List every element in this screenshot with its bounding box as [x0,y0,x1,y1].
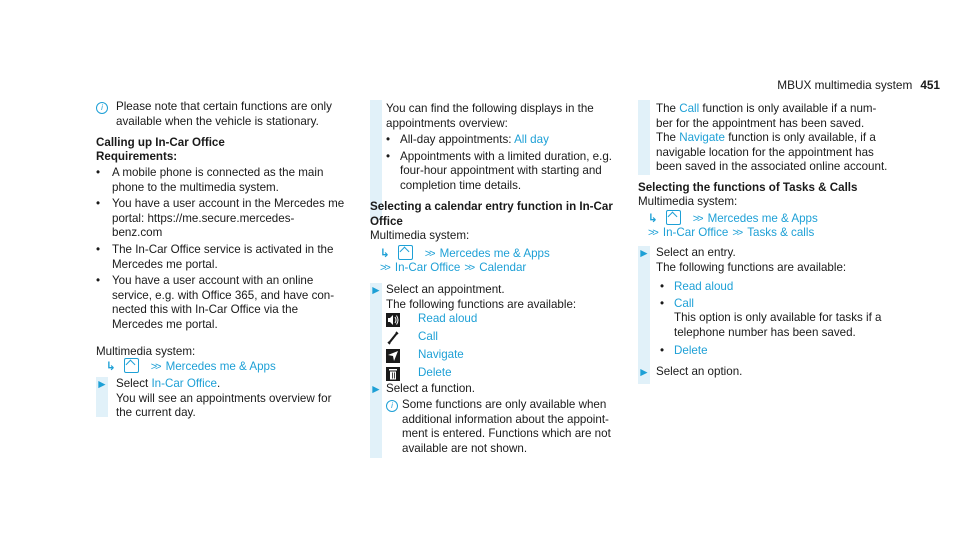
step-arrow-icon: ► [96,377,108,391]
nav-arrow-icon: ↳ [106,360,116,373]
step: Select an entry. The following functions are available: [656,246,847,274]
page-header [770,78,940,93]
list-item: • A mobile phone is connected as the main phone to the multimedia system. [96,166,324,194]
nav-calendar[interactable]: Calendar [479,261,527,274]
nav-path [648,210,818,227]
section-heading: Calling up In-Car Office [96,136,225,149]
step-arrow-icon: ► [370,382,382,396]
chevron-icon: >> [732,227,742,239]
step: Select In-Car Office. You will see an appointments overview for the current day. [116,377,332,420]
function-read-aloud[interactable]: Read aloud [674,280,734,293]
chevron-icon: >> [150,361,160,373]
nav-path-2 [648,226,814,241]
step: Select a function. [386,382,475,395]
section-heading: Selecting a calendar entry function in In-Car Office [370,200,613,228]
nav-path-2 [380,261,526,276]
page-number: 451 [920,78,940,92]
step-bar [638,246,650,384]
navigate-icon [386,349,400,363]
nav-in-car-office[interactable]: In-Car Office [394,261,461,274]
requirements-list [96,166,361,333]
multimedia-label: Multimedia system: [638,195,738,208]
step-bar [638,100,650,175]
list-item: • You have a user account with an online service, e.g. with Office 365, and have con- nected this with In-Car Office via the Mercedes me portal. [96,274,335,331]
nav-mercedes-me[interactable]: Mercedes me & Apps [439,247,550,260]
step-bar [370,283,382,458]
nav-tasks-calls[interactable]: Tasks & calls [747,226,815,239]
function-navigate[interactable]: Navigate [418,348,464,361]
chevron-icon: >> [648,227,657,239]
note: Some functions are only available when additional information about the appoint- ment is entered. Functions which are not available are not shown. [402,398,611,455]
intro: You can find the following displays in the appointments overview: [386,102,594,130]
nav-path [380,245,550,262]
phone-icon [386,331,400,345]
chevron-icon: >> [692,213,702,225]
function-call[interactable]: Call [418,330,438,343]
step-arrow-icon: ► [638,365,650,379]
nav-mercedes-me[interactable]: Mercedes me & Apps [707,212,818,225]
step: Select an option. [656,365,743,378]
nav-in-car-office[interactable]: In-Car Office [662,226,729,239]
speaker-icon [386,313,400,327]
step-arrow-icon: ► [370,283,382,297]
list-item: • Delete [660,344,930,359]
nav-arrow-icon: ↳ [648,212,658,225]
list-item: • Appointments with a limited duration, e.g. four-hour appointment with starting and completion time details. [386,149,613,192]
nav-path [106,358,276,375]
list-item: • The In-Car Office service is activated in the Mercedes me portal. [96,242,334,271]
multimedia-label: Multimedia system: [96,345,196,358]
link-in-car-office[interactable]: In-Car Office [151,377,217,390]
section-heading: Selecting the functions of Tasks & Calls [638,181,858,194]
note: Please note that certain functions are only available when the vehicle is stationary. [116,100,332,128]
list-item: • Call This option is only available for tasks if a telephone number has been saved. [660,297,930,341]
function-delete[interactable]: Delete [418,366,452,379]
display-list [386,133,636,193]
info-icon: i [96,102,108,114]
nav-mercedes-me[interactable]: Mercedes me & Apps [165,360,276,373]
trash-icon [386,367,400,381]
function-list [660,280,930,359]
step: Select an appointment. The following functions are available: [386,283,577,311]
function-call[interactable]: Call [674,296,694,310]
header-title: MBUX multimedia system [777,78,913,92]
list-item: • All-day appointments: All day [386,133,549,146]
step-arrow-icon: ► [638,246,650,260]
home-icon [666,210,681,225]
chevron-icon: >> [424,248,434,260]
chevron-icon: >> [464,262,474,274]
info-icon: i [386,400,398,412]
call-label: Call [679,102,700,115]
chevron-icon: >> [380,262,389,274]
navigate-label: Navigate [679,131,725,145]
list-item: • You have a user account in the Mercedes me portal: https://me.secure.mercedes- benz.com [96,197,345,240]
function-read-aloud[interactable]: Read aloud [418,312,478,325]
requirements-heading: Requirements: [96,150,178,163]
function-delete[interactable]: Delete [674,344,708,358]
list-item: • Read aloud [660,280,930,295]
all-day-label: All day [514,133,549,146]
home-icon [398,245,413,260]
nav-arrow-icon: ↳ [380,247,390,260]
multimedia-label: Multimedia system: [370,229,470,242]
call-note: The Call function is only available if a num- ber for the appointment has been saved. The Navigate function is only available, if a navigable location for the appointment has been saved in the associated online account. [656,102,888,174]
home-icon [124,358,139,373]
